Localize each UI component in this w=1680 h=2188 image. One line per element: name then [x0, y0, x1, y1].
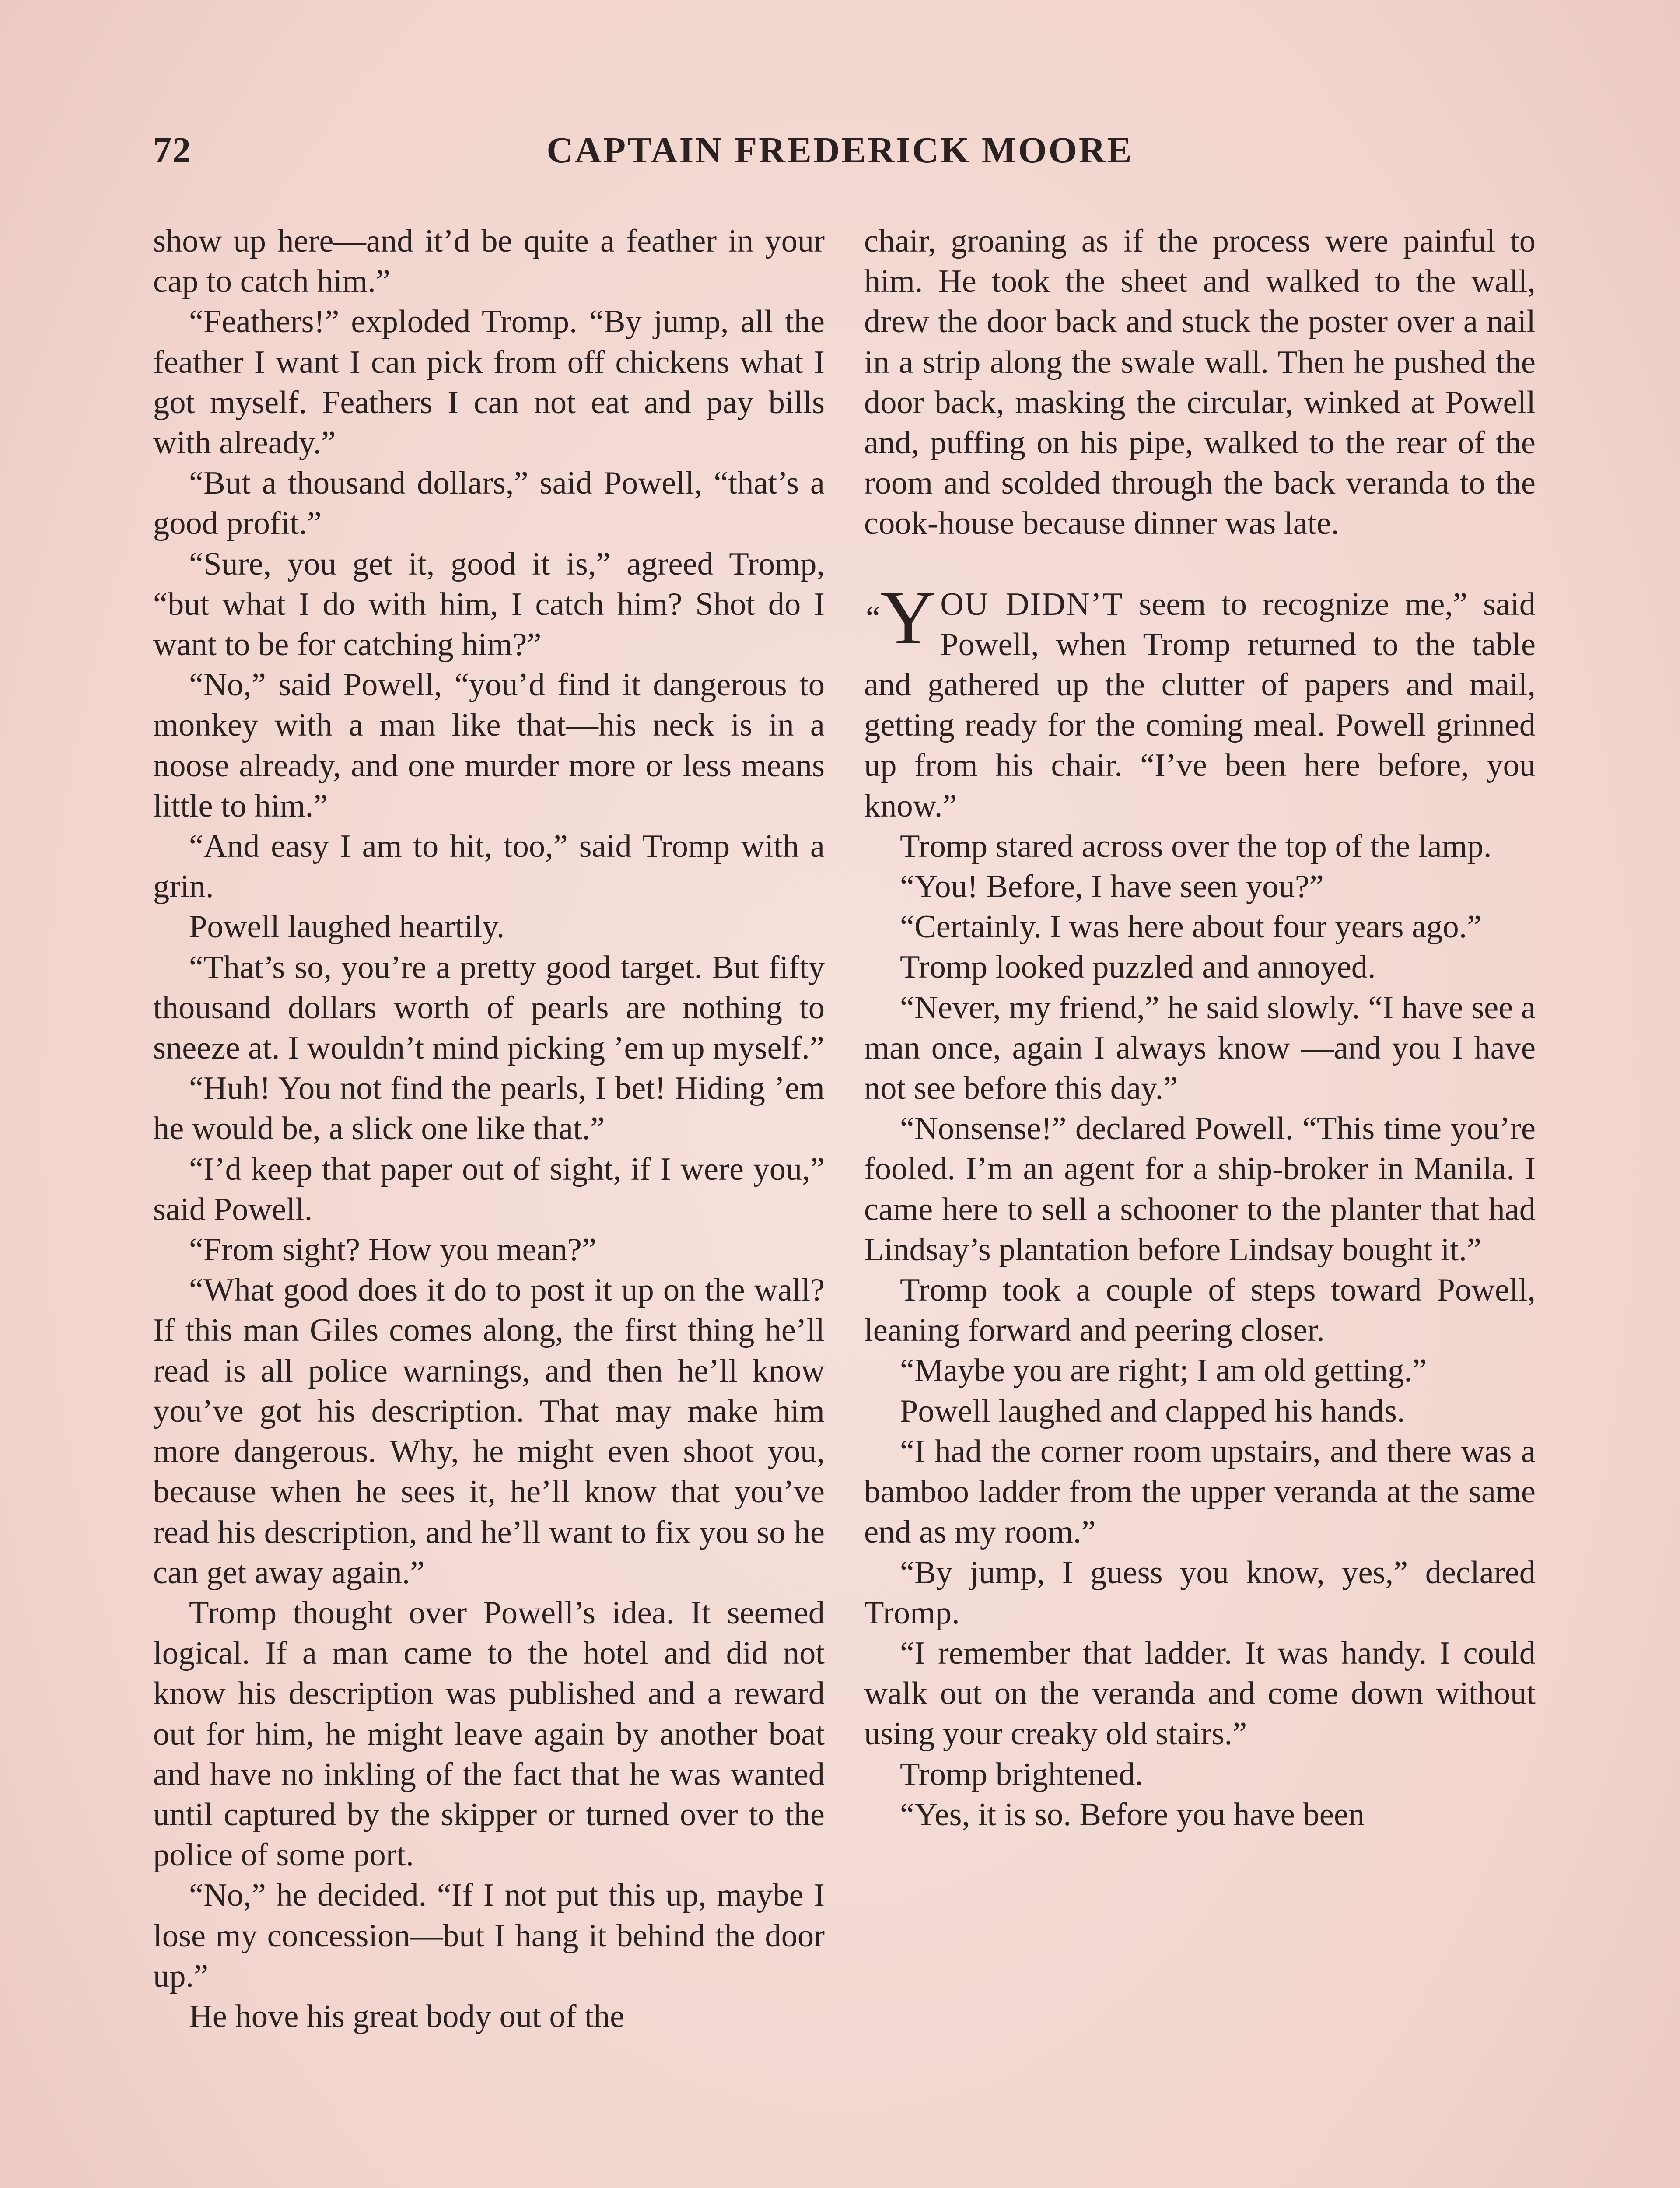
right-column-top [864, 221, 1536, 544]
paragraph: Powell laughed heartily. [189, 909, 505, 945]
paragraph: Powell laughed and clapped his hands. [900, 1393, 1405, 1429]
page-header [149, 129, 1531, 182]
paragraph: “But a thousand dollars,” said Powell, “that’s a good profit.” [153, 465, 825, 542]
paragraph: “I’d keep that paper out of sight, if I were you,” said Powell. [153, 1151, 825, 1227]
section-opening-text: seem to recognize me,” said Powell, when Tromp returned to the table and gathered up the clutter of papers and mail, getting ready for the coming meal. Powell grinned up from his chair. “I’ve been here before, you know.” [864, 586, 1536, 824]
left-column [153, 221, 825, 2037]
paragraph: chair, groaning as if the process were painful to him. He took the sheet and walked to the wall, drew the door back and stuck the poster over a nail in a strip along the swale wall. Then he pushed the door back, masking the circular, winked at Powell and, puffing on his pipe, walked to the rear of the room and scolded through the back veranda to the cook-house because dinner was late. [864, 223, 1536, 542]
paragraph: “No,” he decided. “If I not put this up, maybe I lose my concession—but I hang it behind the door up.” [153, 1877, 825, 1994]
section-opening-paragraph [864, 575, 1536, 826]
paragraph: “Sure, you get it, good it is,” agreed Tromp, “but what I do with him, I catch him? Shot do I want to be for catching him?” [153, 546, 825, 663]
paragraph: “You! Before, I have seen you?” [900, 869, 1324, 905]
right-column-bottom [864, 826, 1536, 1835]
paragraph: Tromp took a couple of steps toward Powell, leaning forward and peering closer. [864, 1272, 1536, 1349]
paragraph: Tromp thought over Powell’s idea. It seemed logical. If a man came to the hotel and did not know his description was published and a reward out for him, he might leave again by another boat and have no inkling of the fact that he was wanted until captured by the skipper or turned over to the police of some port. [153, 1595, 825, 1873]
paragraph: “Huh! You not find the pearls, I bet! Hiding ’em he would be, a slick one like that.” [153, 1070, 825, 1147]
paragraph: He hove his great body out of the [189, 1998, 625, 2034]
paragraph: “What good does it do to post it up on the wall? If this man Giles comes along, the first thing he’ll read is all police warnings, and then he’ll know you’ve got his description. That may make him more dangerous. Why, he might even shoot you, because when he sees it, he’ll know that you’ve read his description, and he’ll want to fix you so he can get away again.” [153, 1272, 825, 1591]
section-lead-words: OU DIDN’T [940, 586, 1124, 622]
paragraph: “Maybe you are right; I am old getting.” [900, 1353, 1427, 1389]
paragraph: show up here—and it’d be quite a feather in your cap to catch him.” [153, 223, 825, 300]
right-column [864, 221, 1536, 1835]
paragraph: “Certainly. I was here about four years ago.” [900, 909, 1482, 945]
running-title: CAPTAIN FREDERICK MOORE [546, 130, 1134, 171]
paragraph: “I remember that ladder. It was handy. I could walk out on the veranda and come down without using your creaky old stairs.” [864, 1635, 1536, 1752]
paragraph: “Yes, it is so. Before you have been [900, 1796, 1365, 1833]
paragraph: “No,” said Powell, “you’d find it dangerous to monkey with a man like that—his neck is in a noose already, and one murder more or less means little to him.” [153, 667, 825, 824]
paragraph: Tromp brightened. [900, 1756, 1143, 1792]
paragraph: “Nonsense!” declared Powell. “This time you’re fooled. I’m an agent for a ship-broker in Manila. I came here to sell a schooner to the planter that had Lindsay’s plantation before Lindsay bought it.” [864, 1111, 1536, 1268]
paragraph: “That’s so, you’re a pretty good target. But fifty thousand dollars worth of pearls are nothing to sneeze at. I wouldn’t mind picking ’em up myself.” [153, 949, 825, 1066]
paragraph: Tromp stared across over the top of the lamp. [900, 828, 1492, 864]
paragraph: “And easy I am to hit, too,” said Tromp with a grin. [153, 828, 825, 905]
paragraph: “Never, my friend,” he said slowly. “I have see a man once, again I always know —and you I have not see before this day.” [864, 989, 1536, 1107]
drop-cap: “Y [866, 575, 936, 660]
paragraph: “I had the corner room upstairs, and there was a bamboo ladder from the upper veranda at the same end as my room.” [864, 1433, 1536, 1550]
paragraph: Tromp looked puzzled and annoyed. [900, 949, 1376, 985]
paragraph: “From sight? How you mean?” [189, 1232, 597, 1268]
page-number: 72 [153, 130, 192, 171]
paragraph: “By jump, I guess you know, yes,” declared Tromp. [864, 1554, 1536, 1631]
paragraph: “Feathers!” exploded Tromp. “By jump, all the feather I want I can pick from off chickens what I got myself. Feathers I can not eat and pay bills with already.” [153, 304, 825, 461]
